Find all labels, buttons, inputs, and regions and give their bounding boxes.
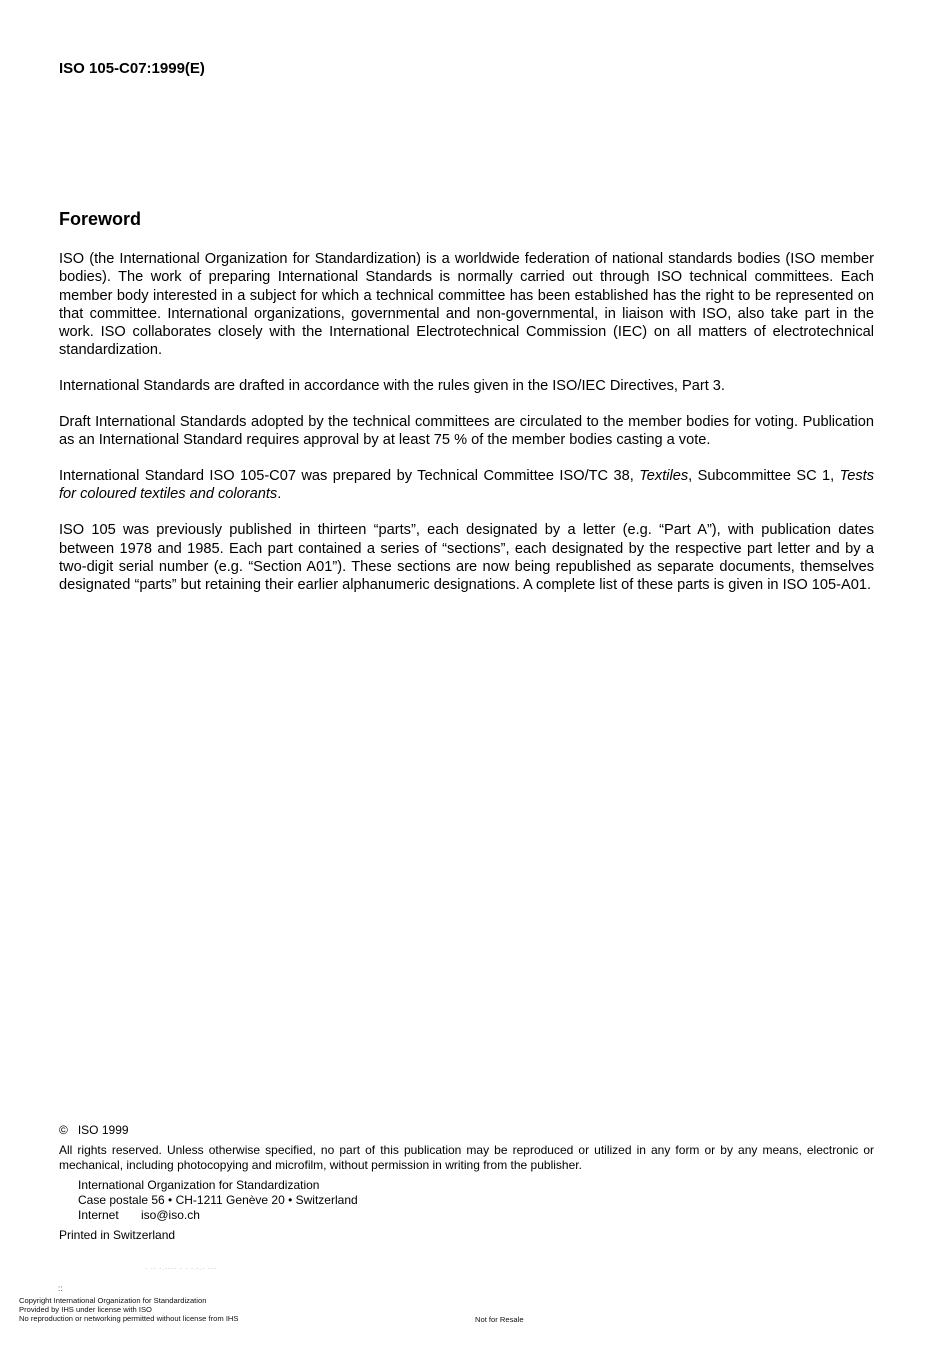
foreword-heading: Foreword: [59, 209, 142, 229]
internet-line: [78, 1208, 879, 1223]
copyright-line: [59, 1123, 879, 1138]
printed-in: Printed in Switzerland: [59, 1228, 176, 1242]
copyright-symbol: ©: [59, 1123, 68, 1137]
foreword-paragraph-4: [59, 467, 874, 504]
internet-label: Internet: [78, 1208, 119, 1222]
org-name: International Organization for Standardization: [78, 1178, 320, 1192]
foreword-paragraph-2: International Standards are drafted in accordance with the rules given in the ISO/IEC Directives, Part 3.: [59, 378, 725, 395]
p4-text-c: .: [277, 486, 282, 503]
foreword-paragraph-1: ISO (the International Organization for Standardization) is a worldwide federation of national standards bodies (ISO member bodies). The work of preparing International Standards is normally carried out through ISO technical committees. Each member body interested in a subject for which a technical committee has been established has the right to be represented on that committee. International organizations, governmental and non-governmental, in liaison with ISO, also take part in the work. ISO collaborates closely with the International Electrotechnical Commission (IEC) on all matters of electrotechnical standardization.: [59, 251, 874, 359]
postal-address: Case postale 56 • CH-1211 Genève 20 • Switzerland: [78, 1193, 358, 1207]
internet-email: iso@iso.ch: [141, 1208, 200, 1222]
not-for-resale-note: Not for Resale: [475, 1315, 524, 1324]
license-footer: [19, 1296, 238, 1323]
p4-text-a: International Standard ISO 105-C07 was prepared by Technical Committee ISO/TC 38,: [59, 468, 640, 485]
document-id: ISO 105-C07:1999(E): [59, 60, 205, 77]
foreword-paragraph-3: Draft International Standards adopted by the technical committees are circulated to the member bodies for voting. Publication as an International Standard requires approval by at least 75 % of the member bodies casting a vote.: [59, 414, 874, 449]
p4-textiles-italic: Textiles: [639, 468, 689, 485]
foreword-body: [59, 250, 874, 612]
foreword-paragraph-5: ISO 105 was previously published in thirteen “parts”, each designated by a letter (e.g. “Part A”), with publication dates between 1978 and 1985. Each part contained a series of “sections”, each designated by the respective part letter and by a two-digit serial number (e.g. “Section A01”). These sections are now being republished as separate documents, themselves designated “parts” but retaining their earlier alphanumeric designations. A complete list of these parts is given in ISO 105-A01.: [59, 522, 874, 594]
copyright-block: [59, 1123, 879, 1243]
faint-scan-marks: - -- -.---- - - -.-.- ---: [145, 1266, 217, 1272]
footer-line-1: Copyright International Organization for Standardization: [19, 1296, 207, 1305]
tiny-mark: ::: [58, 1284, 63, 1293]
iso-address: [78, 1178, 879, 1223]
rights-statement: All rights reserved. Unless otherwise specified, no part of this publication may be reproduced or utilized in any form or by any means, electronic or mechanical, including photocopying and microfilm, without permission in writing from the publisher.: [59, 1143, 874, 1172]
footer-line-3: No reproduction or networking permitted without license from IHS: [19, 1314, 239, 1323]
p4-subcommittee-title-italic: Tests for coloured textiles and colorants: [59, 468, 874, 503]
p4-text-b: , Subcommittee SC 1,: [688, 468, 840, 485]
copyright-year: ISO 1999: [77, 1123, 129, 1137]
footer-line-2: Provided by IHS under license with ISO: [19, 1305, 152, 1314]
